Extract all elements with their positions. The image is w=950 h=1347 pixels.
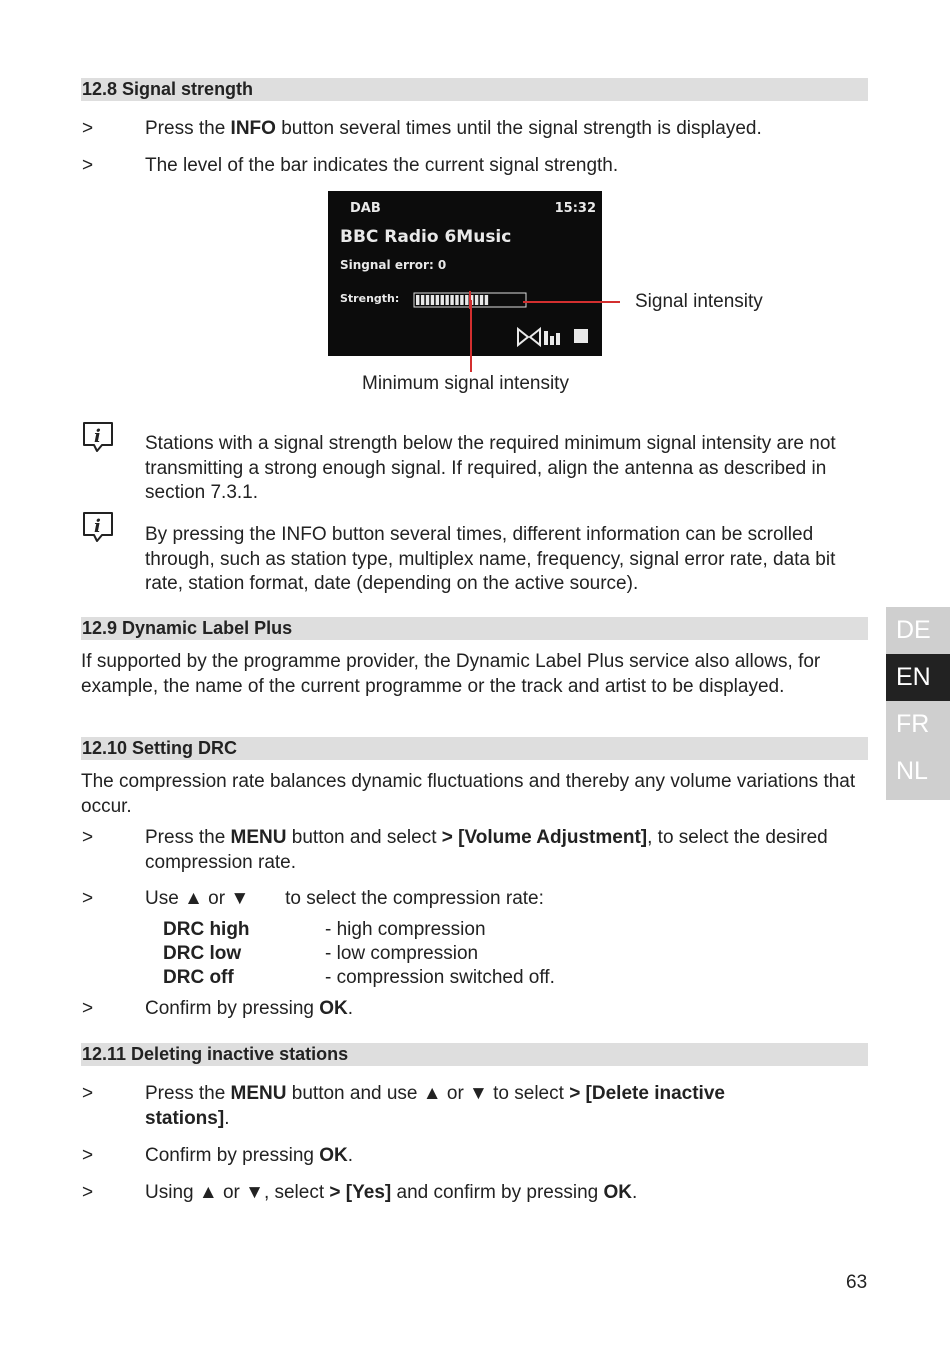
- display-time: 15:32: [554, 201, 596, 216]
- instruction-bar-level: The level of the bar indicates the current signal strength.: [145, 155, 619, 176]
- language-tab-en[interactable]: EN: [886, 654, 950, 701]
- info-note-icon: [81, 510, 115, 544]
- triangle-up-icon: ▲: [184, 888, 203, 909]
- section-heading-drc: 12.10 Setting DRC: [81, 737, 868, 760]
- display-strength-label: Strength:: [340, 292, 400, 305]
- instruction-drc-menu: Press the MENU button and select > [Volume Adjustment], to select the desired compression rate.: [145, 827, 828, 873]
- instruction-delete-yes: Using ▲ or ▼, select > [Yes] and confirm by pressing OK.: [145, 1182, 638, 1203]
- bullet-marker: >: [82, 888, 94, 909]
- paragraph-dynamic-label: If supported by the programme provider, the Dynamic Label Plus service also allows, for example, the name of the current programme or the track and artist to be displayed.: [81, 651, 821, 697]
- language-tab-fr[interactable]: FR: [886, 701, 950, 748]
- section-heading-delete-stations: 12.11 Deleting inactive stations: [81, 1043, 868, 1066]
- language-tab-de[interactable]: DE: [886, 607, 950, 654]
- section-heading-dynamic-label: 12.9 Dynamic Label Plus: [81, 617, 868, 640]
- drc-desc: - high compression: [325, 919, 486, 940]
- bullet-marker: >: [82, 1083, 94, 1104]
- svg-text:i: i: [94, 516, 101, 537]
- svg-text:i: i: [94, 426, 101, 447]
- bullet-marker: >: [82, 827, 94, 848]
- instruction-drc-confirm: Confirm by pressing OK.: [145, 998, 354, 1019]
- drc-term: DRC low: [163, 943, 242, 964]
- page-number: 63: [846, 1272, 868, 1293]
- instruction-delete-menu: Press the MENU button and use ▲ or ▼ to select > [Delete inactive stations].: [145, 1083, 725, 1129]
- bullet-marker: >: [82, 1145, 94, 1166]
- instruction-press-info: Press the INFO button several times until the signal strength is displayed.: [145, 118, 762, 139]
- note-minimum-signal: Stations with a signal strength below the required minimum signal intensity are not transmitting a strong enough signal. If required, align the antenna as described in section 7.3.1.: [145, 433, 836, 503]
- drc-term: DRC high: [163, 919, 250, 940]
- triangle-down-icon: ▼: [245, 1182, 264, 1203]
- paragraph-drc: The compression rate balances dynamic fluctuations and thereby any volume variations that occur.: [81, 771, 856, 817]
- display-station: BBC Radio 6Music: [340, 227, 512, 247]
- instruction-drc-select: Use ▲ or ▼ to select the compression rate:: [145, 888, 544, 909]
- bullet-marker: >: [82, 998, 94, 1019]
- drc-desc: - compression switched off.: [325, 967, 555, 988]
- triangle-up-icon: ▲: [422, 1083, 442, 1104]
- language-tab-nl[interactable]: NL: [886, 748, 950, 800]
- bullet-marker: >: [82, 1182, 94, 1203]
- triangle-up-icon: ▲: [198, 1182, 218, 1203]
- display-source: DAB: [350, 201, 381, 216]
- bullet-marker: >: [82, 118, 94, 139]
- triangle-down-icon: ▼: [469, 1083, 488, 1104]
- display-error: Singnal error: 0: [340, 258, 447, 272]
- bullet-marker: >: [82, 155, 94, 176]
- info-note-icon: [81, 420, 115, 454]
- callout-minimum-intensity: Minimum signal intensity: [362, 373, 569, 394]
- note-info-scroll: By pressing the INFO button several times, different information can be scrolled through, such as station type, multiplex name, frequency, signal error rate, data bit rate, station format, date (depending on the active source).: [145, 524, 836, 594]
- callout-signal-intensity: Signal intensity: [635, 291, 763, 312]
- instruction-delete-confirm: Confirm by pressing OK.: [145, 1145, 354, 1166]
- drc-term: DRC off: [163, 967, 234, 988]
- triangle-down-icon: ▼: [230, 888, 250, 909]
- section-heading-signal-strength: 12.8 Signal strength: [81, 78, 868, 101]
- drc-desc: - low compression: [325, 943, 479, 964]
